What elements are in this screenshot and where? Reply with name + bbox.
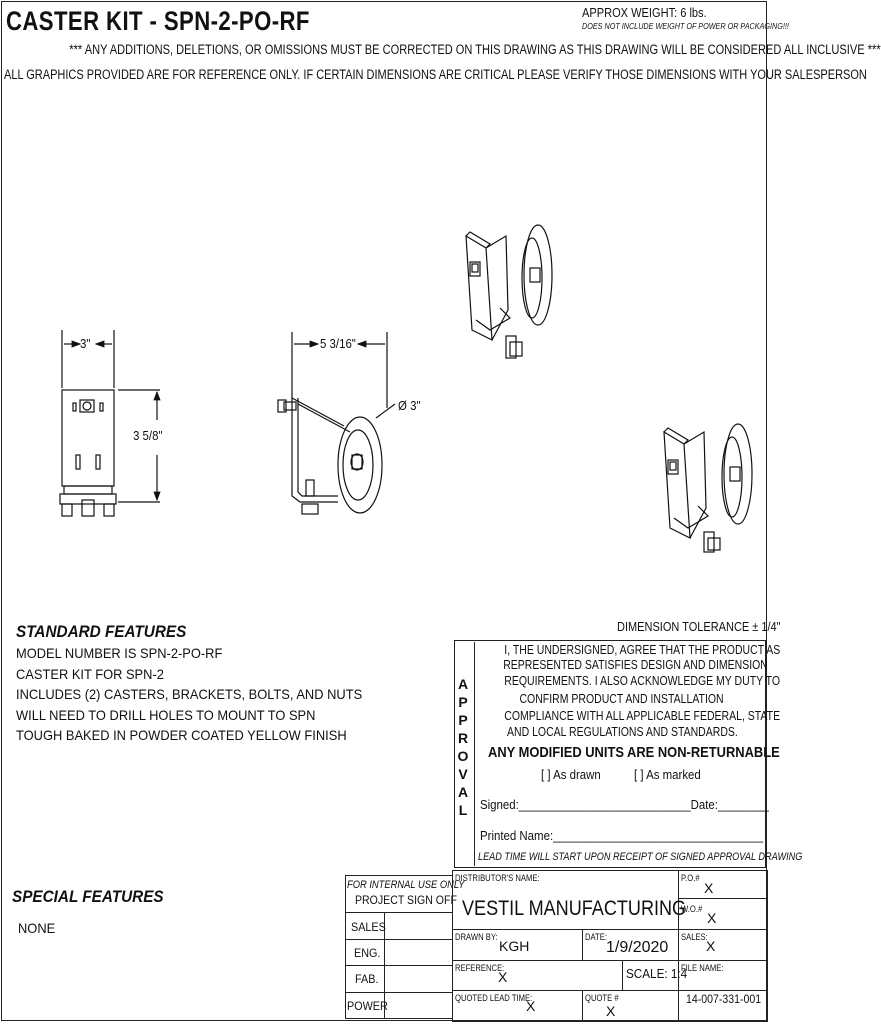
signoff-row-label: SALES bbox=[351, 920, 386, 934]
printed-name-line[interactable]: Printed Name:_________________________________ bbox=[480, 828, 764, 843]
dimension-tolerance: DIMENSION TOLERANCE ± 1/4" bbox=[617, 620, 781, 634]
internal-use-label: FOR INTERNAL USE ONLY bbox=[347, 879, 465, 891]
quoted-lead-label: QUOTED LEAD TIME: bbox=[455, 993, 533, 1003]
approval-letter: V bbox=[458, 766, 468, 782]
approx-weight: APPROX WEIGHT: 6 lbs. bbox=[582, 5, 707, 20]
as-drawn-checkbox[interactable]: [ ] As drawn bbox=[541, 767, 601, 782]
feature-line: INCLUDES (2) CASTERS, BRACKETS, BOLTS, AND NUTS bbox=[16, 686, 363, 702]
wo-label: W.O.# bbox=[681, 904, 703, 914]
approval-letter: A bbox=[457, 676, 469, 692]
drawing-title: CASTER KIT - SPN-2-PO-RF bbox=[6, 6, 310, 36]
approval-statement-line: I, THE UNDERSIGNED, AGREE THAT THE PRODUCT AS bbox=[504, 643, 781, 657]
as-marked-checkbox[interactable]: [ ] As marked bbox=[634, 767, 701, 782]
dim-front-height: 3 5/8" bbox=[133, 428, 163, 443]
special-features-value: NONE bbox=[18, 920, 56, 936]
drawn-by-value: KGH bbox=[499, 938, 530, 954]
drawn-by-label: DRAWN BY: bbox=[455, 932, 498, 942]
date-label: DATE: bbox=[585, 932, 607, 942]
dim-front-width: 3" bbox=[80, 336, 91, 351]
quoted-lead-value: X bbox=[526, 998, 536, 1014]
signoff-row-label: ENG. bbox=[354, 946, 381, 960]
signoff-row-label: FAB. bbox=[355, 972, 379, 986]
feature-line: CASTER KIT FOR SPN-2 bbox=[16, 666, 164, 682]
reference-label: REFERENCE: bbox=[455, 963, 505, 973]
file-name-value: 14-007-331-001 bbox=[686, 992, 762, 1006]
scale-value: SCALE: 1:4 bbox=[626, 966, 688, 981]
sales-value: X bbox=[706, 938, 716, 954]
wo-value: X bbox=[707, 910, 717, 926]
graphics-disclaimer: ALL GRAPHICS PROVIDED ARE FOR REFERENCE ONLY. IF CERTAIN DIMENSIONS ARE CRITICAL PLEASE VERIFY THOSE DIMENSIONS WITH YOUR SALESPERSON bbox=[4, 67, 867, 82]
approval-statement-line: CONFIRM PRODUCT AND INSTALLATION bbox=[519, 692, 725, 706]
sales-label: SALES: bbox=[681, 932, 708, 942]
approval-letter: P bbox=[458, 712, 468, 728]
side-view bbox=[278, 332, 395, 514]
feature-line: WILL NEED TO DRILL HOLES TO MOUNT TO SPN bbox=[16, 707, 316, 723]
po-label: P.O.# bbox=[681, 873, 700, 883]
approval-letter: A bbox=[457, 784, 469, 800]
signature-line[interactable]: Signed:___________________________Date:________ bbox=[480, 797, 769, 812]
distributor-name: VESTIL MANUFACTURING bbox=[462, 897, 687, 920]
lead-time-notice: LEAD TIME WILL START UPON RECEIPT OF SIGNED APPROVAL DRAWING bbox=[478, 851, 803, 863]
approval-letter: O bbox=[457, 748, 469, 764]
project-signoff-label: PROJECT SIGN OFF bbox=[355, 893, 457, 907]
special-features-heading: SPECIAL FEATURES bbox=[12, 887, 164, 906]
approval-statement-line: REQUIREMENTS. I ALSO ACKNOWLEDGE MY DUTY TO bbox=[504, 674, 781, 688]
distributor-label: DISTRIBUTOR'S NAME: bbox=[455, 873, 540, 883]
date-value: 1/9/2020 bbox=[606, 939, 669, 956]
file-name-label: FILE NAME: bbox=[681, 963, 724, 973]
dim-wheel-diameter: Ø 3" bbox=[398, 398, 421, 413]
signoff-row-label: POWER bbox=[347, 999, 388, 1013]
dim-side-width: 5 3/16" bbox=[320, 336, 356, 351]
approval-statement-line: COMPLIANCE WITH ALL APPLICABLE FEDERAL, STATE bbox=[504, 709, 781, 723]
reference-value: X bbox=[498, 969, 508, 985]
approval-letter: R bbox=[457, 730, 469, 746]
approval-statement-line: AND LOCAL REGULATIONS AND STANDARDS. bbox=[506, 725, 738, 739]
quote-value: X bbox=[606, 1003, 616, 1019]
standard-features-heading: STANDARD FEATURES bbox=[16, 622, 187, 641]
approval-statement-line: REPRESENTED SATISFIES DESIGN AND DIMENSION bbox=[503, 658, 768, 672]
feature-line: MODEL NUMBER IS SPN-2-PO-RF bbox=[16, 645, 223, 661]
front-view bbox=[60, 330, 160, 516]
inclusive-warning: *** ANY ADDITIONS, DELETIONS, OR OMISSIONS MUST BE CORRECTED ON THIS DRAWING AS THIS DRAWING WILL BE CONSIDERED ALL INCLUSIVE *** bbox=[69, 42, 881, 57]
approval-letter: L bbox=[458, 802, 468, 818]
feature-line: TOUGH BAKED IN POWDER COATED YELLOW FINISH bbox=[16, 727, 347, 743]
non-returnable-notice: ANY MODIFIED UNITS ARE NON-RETURNABLE bbox=[488, 744, 780, 761]
weight-note: DOES NOT INCLUDE WEIGHT OF POWER OR PACKAGING!!! bbox=[582, 21, 789, 31]
iso-view-top bbox=[466, 225, 552, 358]
quote-label: QUOTE # bbox=[585, 993, 619, 1003]
iso-view-bottom bbox=[664, 424, 752, 552]
approval-letter: P bbox=[458, 694, 468, 710]
po-value: X bbox=[704, 880, 714, 896]
